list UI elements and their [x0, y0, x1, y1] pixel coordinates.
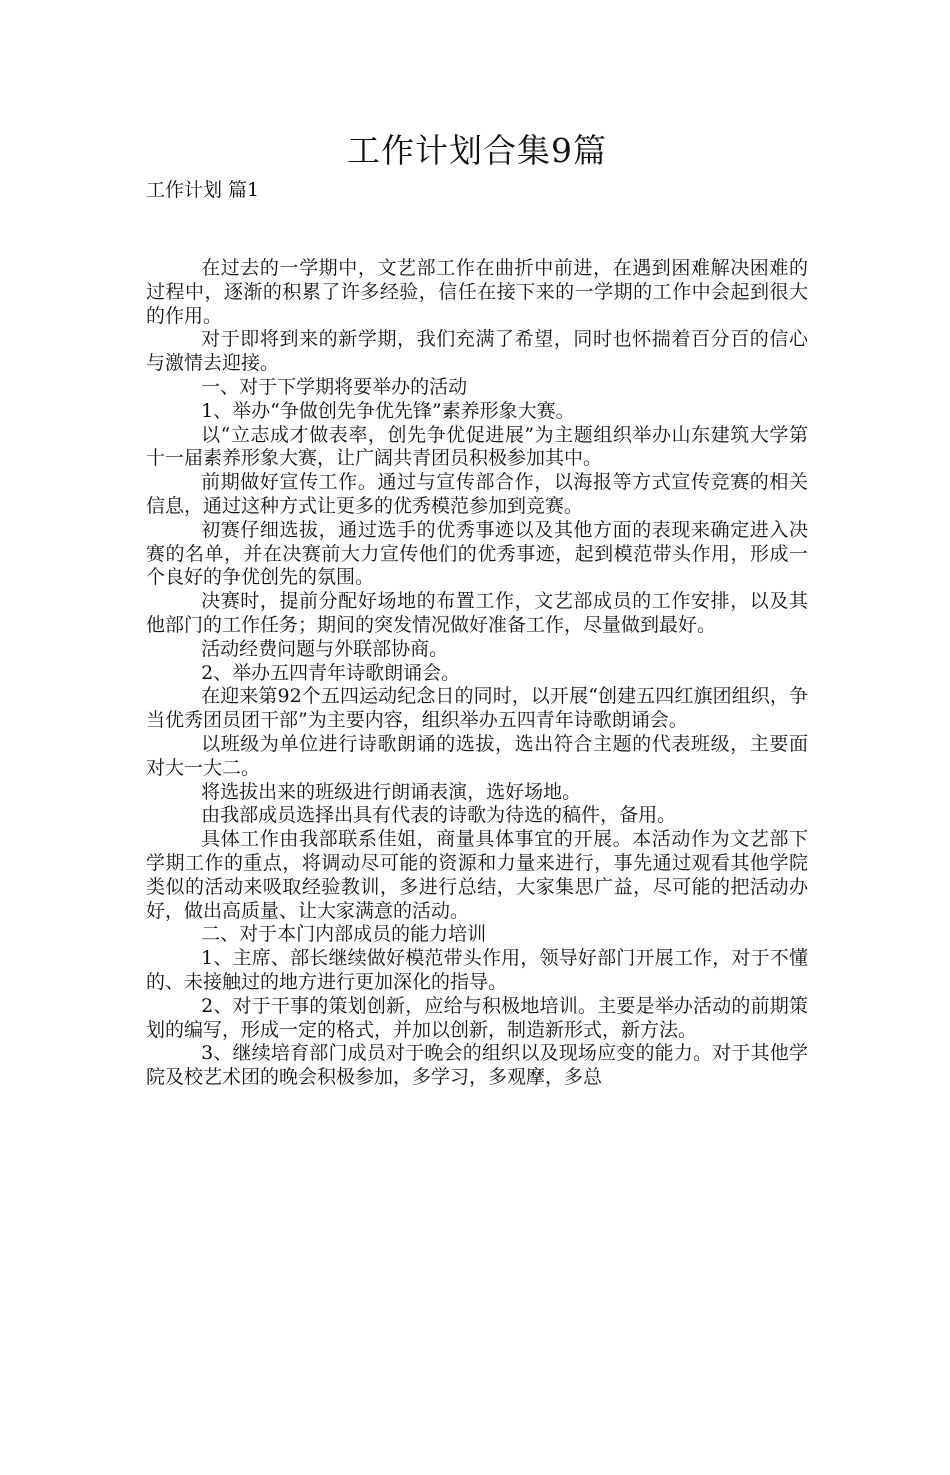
- item-heading: 2、举办五四青年诗歌朗诵会。: [201, 661, 461, 684]
- paragraph: 决赛时，提前分配好场地的布置工作，文艺部成员的工作安排，以及其他部门的工作任务；期间的突发情况做好准备工作，尽量做到最好。: [146, 590, 808, 636]
- paragraph: 2、对于干事的策划创新，应给与积极地培训。主要是举办活动的前期策划的编写，形成一定的格式，并加以创新，制造新形式，新方法。: [146, 994, 808, 1041]
- item-heading: 1、举办“争做创先争优先锋”素养形象大赛。: [201, 399, 575, 422]
- paragraph: 具体工作由我部联系佳姐，商量具体事宜的开展。本活动作为文艺部下学期工作的重点，将调动尽可能的资源和力量来进行，事先通过观看其他学院类似的活动来吸取经验教训，多进行总结，大家集思广益，尽可能的把活动办好，做出高质量、让大家满意的活动。: [146, 828, 808, 922]
- document-page: [0, 131, 950, 1475]
- paragraph: 活动经费问题与外联部协商。: [201, 637, 449, 660]
- paragraph: 对于即将到来的新学期，我们充满了希望，同时也怀揣着百分百的信心与激情去迎接。: [146, 328, 808, 375]
- paragraph: 3、继续培育部门成员对于晚会的组织以及现场应变的能力。对于其他学院及校艺术团的晚会积极参加，多学习，多观摩，多总: [146, 1042, 808, 1089]
- heading-training: 二、对于本门内部成员的能力培训: [201, 923, 487, 946]
- document-body: [146, 257, 808, 1090]
- paragraph: 前期做好宣传工作。通过与宣传部合作，以海报等方式宣传竞赛的相关信息，通过这种方式让更多的优秀模范参加到竞赛。: [146, 471, 808, 517]
- paragraph: 1、主席、部长继续做好模范带头作用，领导好部门开展工作，对于不懂的、未接触过的地方进行更加深化的指导。: [146, 947, 808, 993]
- paragraph: 在迎来第92个五四运动纪念日的同时，以开展“创建五四红旗团组织，争当优秀团员团干部”为主要内容，组织举办五四青年诗歌朗诵会。: [146, 685, 808, 732]
- paragraph: 初赛仔细选拔，通过选手的优秀事迹以及其他方面的表现来确定进入决赛的名单，并在决赛前大力宣传他们的优秀事迹，起到模范带头作用，形成一个良好的争优创先的氛围。: [146, 518, 808, 589]
- paragraph: 将选拔出来的班级进行朗诵表演，选好场地。: [201, 780, 582, 803]
- paragraph: 在过去的一学期中，文艺部工作在曲折中前进，在遇到困难解决困难的过程中，逐渐的积累了许多经验，信任在接下来的一学期的工作中会起到很大的作用。: [146, 257, 808, 327]
- section-title: 工作计划 篇1: [146, 179, 260, 201]
- paragraph: 以班级为单位进行诗歌朗诵的选拔，选出符合主题的代表班级，主要面对大一大二。: [146, 732, 808, 779]
- paragraph: 以“立志成才做表率，创先争优促进展”为主题组织举办山东建筑大学第十一届素养形象大赛，让广阔共青团员积极参加其中。: [146, 423, 808, 470]
- paragraph: 由我部成员选择出具有代表的诗歌为待选的稿件，备用。: [201, 804, 677, 827]
- document-title: 工作计划合集9篇: [347, 131, 607, 170]
- heading-activities: 一、对于下学期将要举办的活动: [201, 375, 468, 398]
